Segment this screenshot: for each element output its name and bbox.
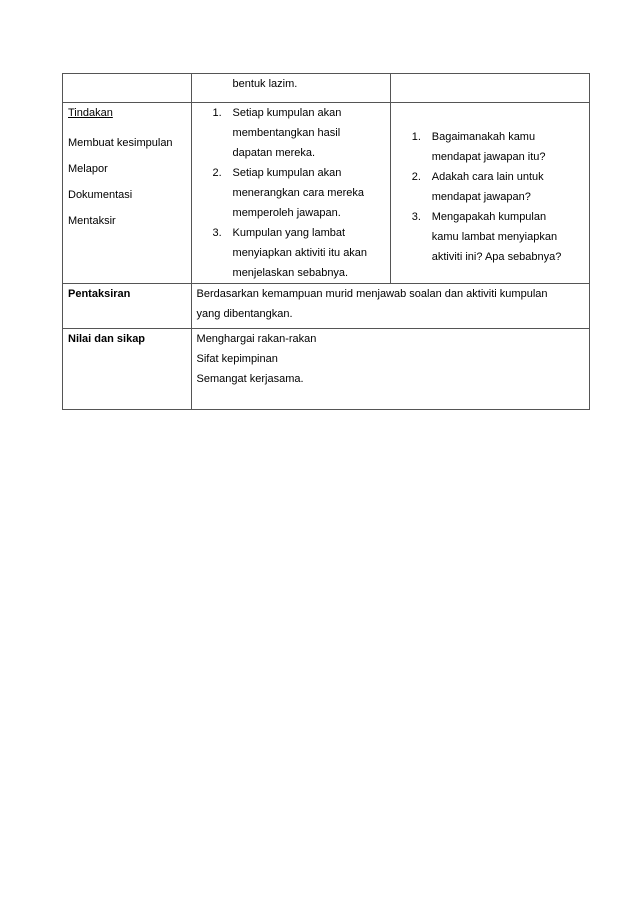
tindakan-activities-cell — [191, 103, 390, 284]
question-item — [396, 127, 584, 167]
questions-list — [396, 127, 584, 267]
continuation-text: bentuk lazim. — [232, 78, 298, 90]
nilai-line: Semangat kerjasama. — [196, 373, 304, 385]
tindakan-row — [63, 103, 590, 284]
question-number: 2. — [411, 171, 421, 183]
activity-line: memperoleh jawapan. — [232, 207, 341, 219]
question-number: 3. — [411, 211, 421, 223]
nilai-line: Sifat kepimpinan — [196, 353, 278, 365]
tindakan-item: Membuat kesimpulan — [68, 137, 173, 149]
activity-line: Setiap kumpulan akan — [232, 167, 342, 179]
pentaksiran-heading: Pentaksiran — [63, 284, 192, 329]
nilai-line: Menghargai rakan-rakan — [196, 333, 317, 345]
question-line: Adakah cara lain untuk — [431, 171, 544, 183]
tindakan-item: Mentaksir — [68, 215, 116, 227]
question-line: mendapat jawapan itu? — [431, 151, 546, 163]
tindakan-heading: Tindakan — [68, 107, 113, 119]
question-line: kamu lambat menyiapkan — [431, 231, 558, 243]
nilai-heading: Nilai dan sikap — [63, 329, 192, 410]
question-line: Mengapakah kumpulan — [431, 211, 547, 223]
activity-number: 1. — [212, 107, 222, 119]
activity-item — [197, 163, 385, 223]
activity-line: Kumpulan yang lambat — [232, 227, 346, 239]
activity-line: menyiapkan aktiviti itu akan — [232, 247, 368, 259]
question-line: aktiviti ini? Apa sebabnya? — [431, 251, 562, 263]
activities-list — [197, 103, 385, 283]
continuation-col1-cell — [63, 74, 192, 103]
activity-number: 3. — [212, 227, 222, 239]
question-line: Bagaimanakah kamu — [431, 131, 536, 143]
nilai-content-cell — [191, 329, 589, 410]
tindakan-item: Melapor — [68, 163, 108, 175]
question-number: 1. — [411, 131, 421, 143]
tindakan-label-cell — [63, 103, 192, 284]
activity-line: dapatan mereka. — [232, 147, 316, 159]
activity-item — [197, 103, 385, 163]
continuation-col2-cell — [191, 74, 390, 103]
tindakan-item: Dokumentasi — [68, 189, 133, 201]
activity-number: 2. — [212, 167, 222, 179]
activity-line: membentangkan hasil — [232, 127, 341, 139]
pentaksiran-line: Berdasarkan kemampuan murid menjawab soalan dan aktiviti kumpulan — [196, 288, 548, 300]
question-item — [396, 207, 584, 267]
lesson-plan-table — [62, 73, 590, 410]
tindakan-questions-cell — [390, 103, 589, 284]
activity-line: menerangkan cara mereka — [232, 187, 364, 199]
continuation-col3-cell — [390, 74, 589, 103]
pentaksiran-line: yang dibentangkan. — [196, 308, 293, 320]
activity-line: menjelaskan sebabnya. — [232, 267, 349, 279]
question-item — [396, 167, 584, 207]
continuation-row — [63, 74, 590, 103]
activity-line: Setiap kumpulan akan — [232, 107, 342, 119]
nilai-row — [63, 329, 590, 410]
pentaksiran-row — [63, 284, 590, 329]
pentaksiran-content-cell — [191, 284, 589, 329]
question-line: mendapat jawapan? — [431, 191, 531, 203]
activity-item — [197, 223, 385, 283]
